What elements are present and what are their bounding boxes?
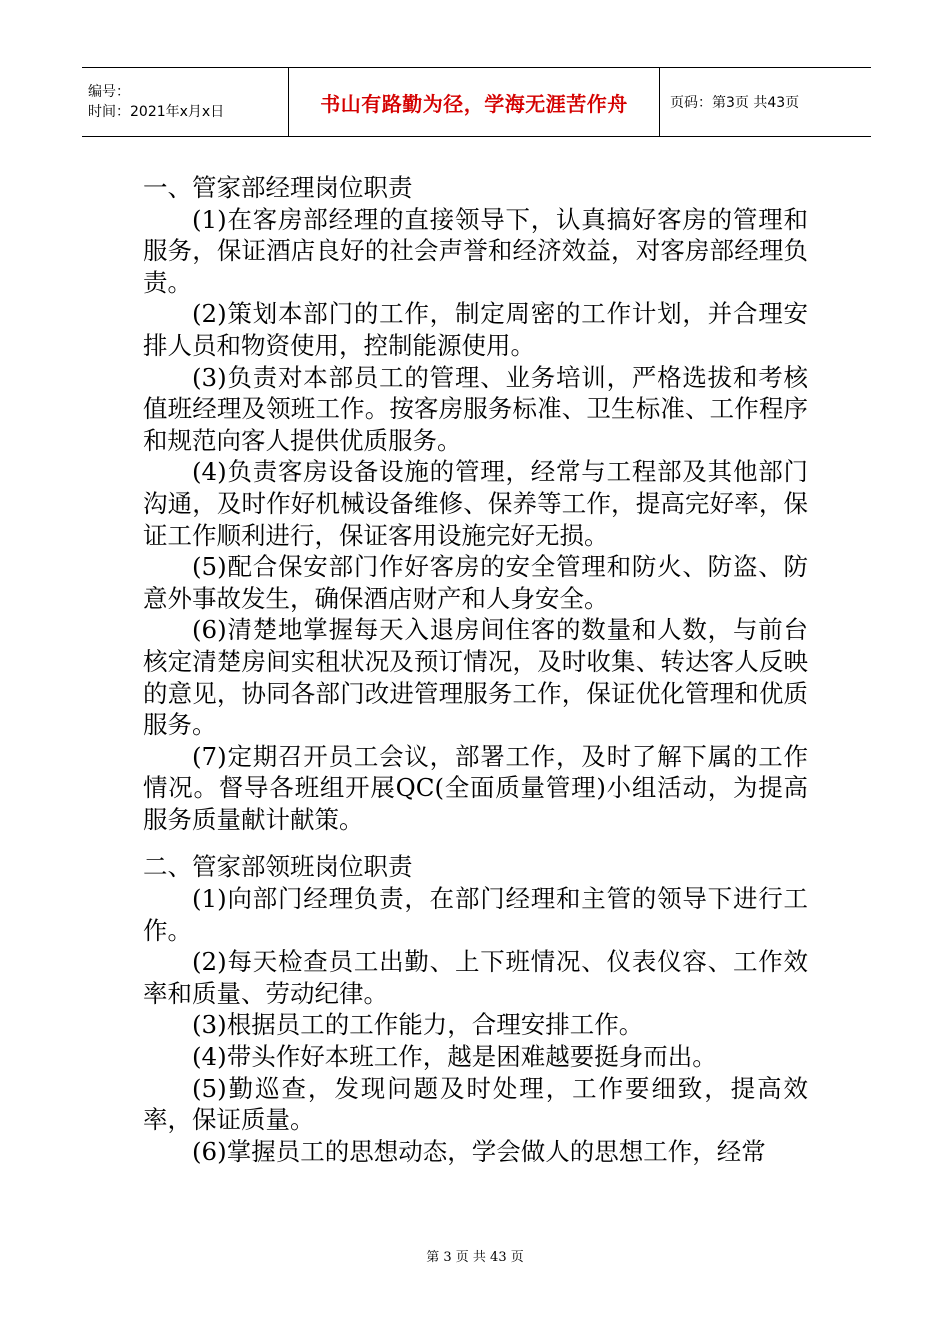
section-1-item: (7)定期召开员工会议，部署工作，及时了解下属的工作情况。督导各班组开展QC(全面质量管理)小组活动，为提高服务质量献计献策。 <box>143 741 808 834</box>
header-page-cell <box>660 68 871 136</box>
section-2-item: (4)带头作好本班工作，越是困难越要挺身而出。 <box>192 1042 717 1072</box>
section-2-item: (3)根据员工的工作能力，合理安排工作。 <box>192 1010 644 1040</box>
header-left-cell <box>82 68 288 136</box>
page-footer: 第 3 页 共 43 页 <box>426 1250 524 1265</box>
section-1-item: (5)配合保安部门作好客房的安全管理和防火、防盗、防意外事故发生，确保酒店财产和人身安全。 <box>143 552 808 613</box>
time-label: 时间：2021年x月x日 <box>88 104 225 120</box>
section-1-item: (2)策划本部门的工作，制定周密的工作计划，并合理安排人员和物资使用，控制能源使用。 <box>143 299 808 360</box>
document-body <box>143 172 808 1167</box>
section-2-item: (5)勤巡查，发现问题及时处理，工作要细致，提高效率，保证质量。 <box>143 1073 808 1135</box>
section-1-item: (4)负责客房设备设施的管理，经常与工程部及其他部门沟通，及时作好机械设备维修、保养等工作，提高完好率，保证工作顺利进行，保证客用设施完好无损。 <box>143 457 808 550</box>
header-table <box>82 67 871 137</box>
page-info: 页码：第3页 共43页 <box>670 95 800 111</box>
section-2-heading: 二、管家部领班岗位职责 <box>143 852 413 882</box>
section-2-item: (2)每天检查员工出勤、上下班情况、仪表仪容、工作效率和质量、劳动纪律。 <box>143 947 808 1008</box>
section-1-item: (6)清楚地掌握每天入退房间住客的数量和人数，与前台核定清楚房间实租状况及预订情况，及时收集、转达客人反映的意见，协同各部门改进管理服务工作，保证优化管理和优质服务。 <box>143 615 808 740</box>
motto: 书山有路勤为径，学海无涯苦作舟 <box>320 91 628 116</box>
section-1-item: (3)负责对本部员工的管理、业务培训，严格选拔和考核值班经理及领班工作。按客房服务标准、卫生标准、工作程序和规范向客人提供优质服务。 <box>143 362 808 455</box>
section-1-heading: 一、管家部经理岗位职责 <box>143 173 413 202</box>
section-1-item: (1)在客房部经理的直接领导下，认真搞好客房的管理和服务，保证酒店良好的社会声誉和经济效益，对客房部经理负责。 <box>143 204 808 297</box>
section-2-item: (1)向部门经理负责，在部门经理和主管的领导下进行工作。 <box>143 884 808 945</box>
section-2-item: (6)掌握员工的思想动态，学会做人的思想工作，经常 <box>192 1136 766 1166</box>
header-motto-cell <box>288 68 660 136</box>
number-label: 编号： <box>88 84 130 100</box>
